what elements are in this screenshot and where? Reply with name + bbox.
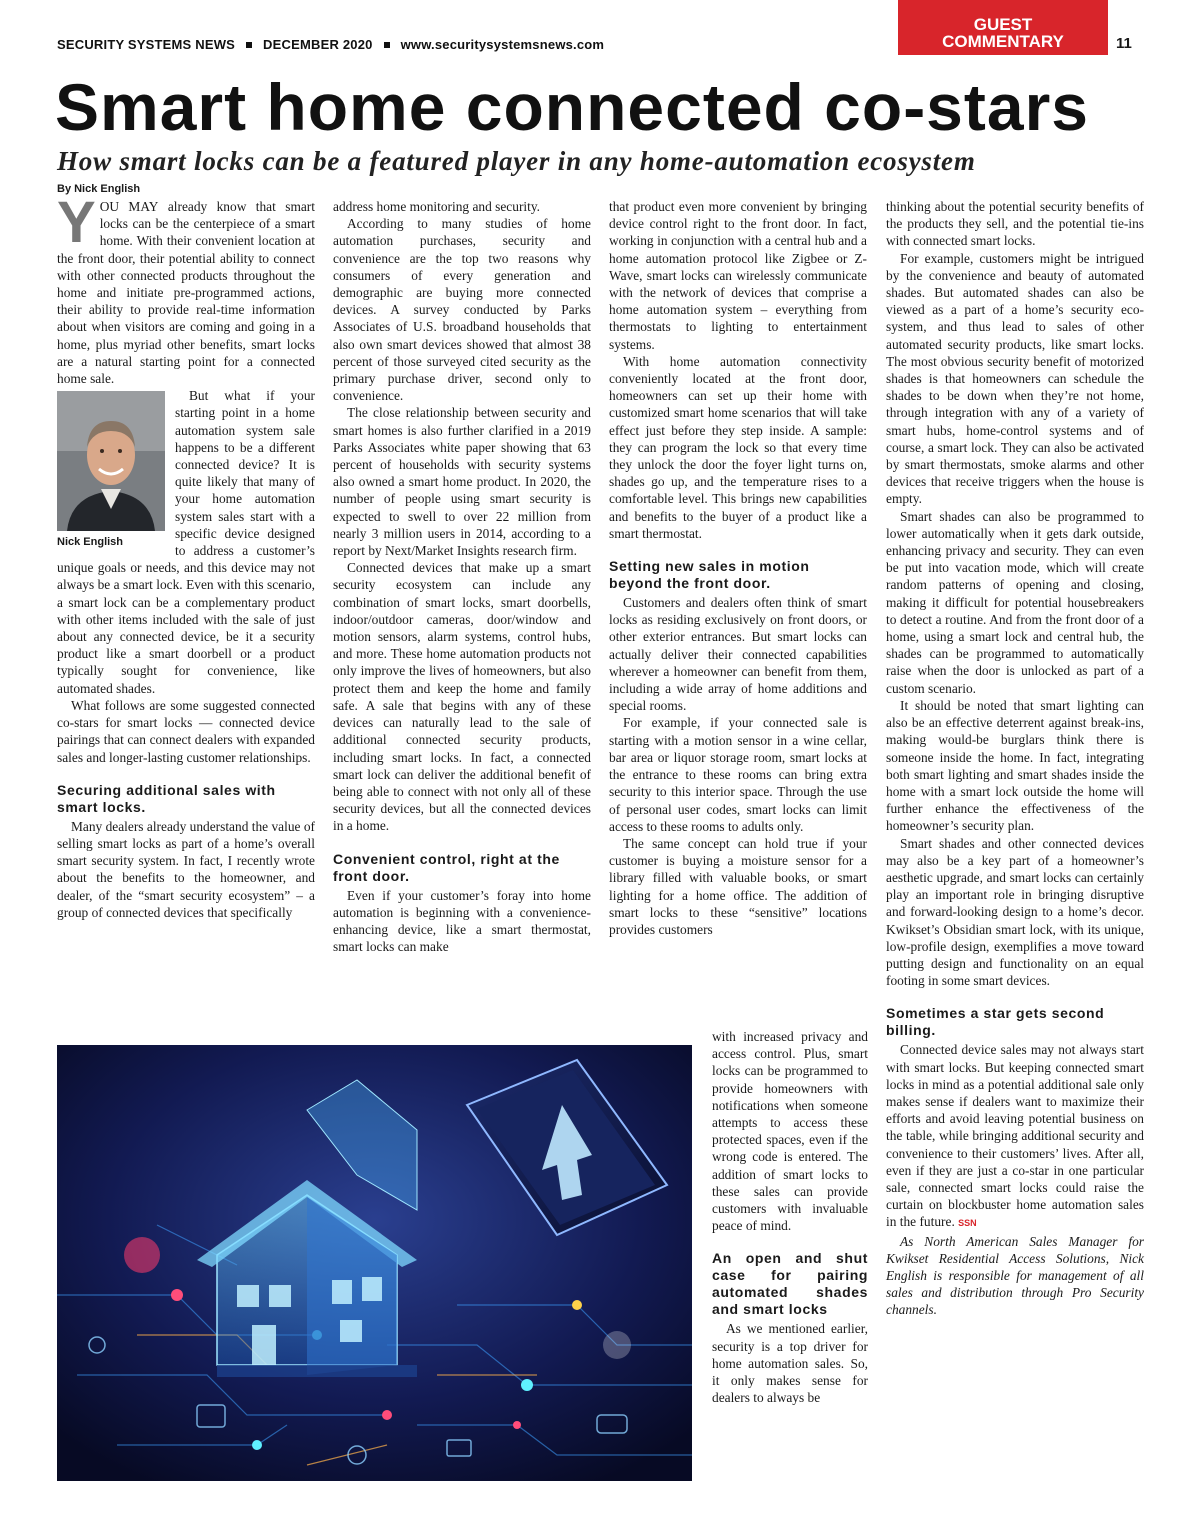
deck: How smart locks can be a featured player in any home-automation ecosystem (57, 146, 976, 176)
paragraph: According to many studies of home automation purchases, security and convenience are the top two reasons why consumers of every generation and demographic are buying more connected devices. A survey conducted by Parks Associates of U.S. broadband households that also own smart devices showed that almost 38 percent of those surveyed cited security as the primary purchase driver, second only to convenience. (333, 216, 591, 404)
separator-square-icon (246, 42, 252, 48)
subhead: An open and shut case for pairing automated shades and smart locks (712, 1250, 868, 1318)
byline: By Nick English (57, 183, 141, 195)
paragraph: with increased privacy and access control. Plus, smart locks can be programmed to provide homeowners with notifications when someone attempts to access these protected spaces, even if the wrong code is entered. The addition of smart locks to these sales can provide customers with invaluable peace of mind. (712, 1029, 868, 1234)
paragraph: What follows are some suggested connected co-stars for smart locks — connected device pairings that can connect dealers with expanded sales and longer-lasting customer relationships. (57, 697, 315, 765)
paragraph: But what if your starting point in a home automation system sale happens to be a different connected device? It is quite likely that many of your home automation system sales start with a specific device designed to address a customer’s unique goals or needs, and this device may not always be a smart lock. Even with this scenario, a smart lock can be a complementary product with other items included with the sale of just about any connected device, be it a security product like a smart doorbell or a product typically sought for convenience, like automated shades. (57, 388, 315, 696)
paragraph (886, 1041, 1144, 1232)
page-number: 11 (1116, 35, 1132, 52)
end-mark: SSN (958, 1218, 977, 1229)
article-column-3-continued (712, 1028, 868, 1406)
drop-cap: Y (57, 190, 96, 255)
subhead: Setting new sales in motion beyond the front door. (609, 558, 810, 592)
paragraph: For example, if your connected sale is starting with a motion sensor in a wine cellar, bar area or liquor storage room, smart locks at the entrance to these rooms can bring extra security to this interior space. Through the use of personal user codes, smart locks can limit access to these rooms to adults only. (609, 715, 867, 834)
subhead: Sometimes a star gets second billing. (886, 1005, 1105, 1039)
author-portrait-icon (57, 391, 165, 531)
paragraph: The close relationship between security and smart homes is also further clarified in a 2019 Parks Associates white paper showing that 63 percent of households with security systems also owned a smart home product. In 2020, the number of people using smart security is expected to swell to over 22 million from nearly 3 million users in 2014, according to a report by Next/Market Insights research firm. (333, 405, 591, 559)
website-url: www.securitysystemsnews.com (400, 37, 605, 52)
paragraph: Smart shades can also be programmed to lower automatically when it gets dark outside, enhancing privacy and security. They can even be put into vacation mode, which will create random patterns of opening and closing, making it difficult for potential housebreakers to detect a routine. And from the front door of a home, using a smart lock and central hub, the shades can be programmed to automatically raise when the door is unlocked as part of a custom scenario. (886, 508, 1144, 696)
author-bio: As North American Sales Manager for Kwikset Residential Access Solutions, Nick English is responsible for management of all sales and distribution through Pro Security channels. (886, 1233, 1144, 1318)
paragraph-text: already know that smart locks can be the centerpiece of a smart home. With their convenient location at the front door, their potential ability to connect with other connected products throughout the home and initiate pre-programmed actions, their ability to provide real-time information about when visitors are coming and going in a home, plus myriad other benefits, smart locks are a natural starting point for a connected home sale. (57, 199, 315, 387)
article-column-4 (886, 198, 1144, 1319)
paragraph: For example, customers might be intrigued by the convenience and beauty of automated shades. But automated shades can also be viewed as a part of a home’s security eco-system, and thus lead to sales of other automated security products, like smart locks. The most obvious security benefit of motorized shades is that homeowners can schedule the shades to be down when they’re not home, through integration with any of a variety of smart hubs, home-control systems and of course, a smart lock. They can also be activated by smart thermostats, smoke alarms and other devices that receive triggers when the house is empty. (886, 250, 1144, 507)
lead-in: OU MAY (99, 199, 159, 214)
article-column-2 (333, 198, 591, 955)
article-column-3 (609, 198, 867, 938)
photo-caption: Nick English (57, 536, 124, 549)
subhead: Convenient control, right at the front door. (333, 850, 560, 884)
paragraph: Smart shades and other connected devices may also be a key part of a homeowner’s aesthetic upgrade, and smart locks can certainly play an important role in bringing disruptive and forward-looking design to a home’s decor. Kwikset’s Obsidian smart lock, with its unique, low-profile design, exemplifies a move toward putting design and functionality on an equal footing in some smart devices. (886, 835, 1144, 989)
author-photo (57, 391, 165, 531)
paragraph: address home monitoring and security. (333, 199, 541, 214)
paragraph (57, 190, 315, 387)
author-photo-block (57, 391, 165, 551)
separator-square-icon (384, 42, 390, 48)
paragraph: Many dealers already understand the value of selling smart locks as part of a home’s overall smart security system. In fact, I recently wrote about the benefits to the homeowner, and dealer, of the “smart security ecosystem” – a group of connected devices that specifically (57, 818, 315, 920)
paragraph: It should be noted that smart lighting can also be an effective deterrent against break-ins, making would-be burglars think there is someone inside the home. In fact, integrating both smart lighting and smart shades inside the home with a smart lock outside the home will further enhance the effectiveness of the homeowner’s security plan. (886, 697, 1144, 834)
paragraph: With home automation connectivity conveniently located at the front door, homeowners can set up their home with customized smart home scenarios that will take effect just before they step inside. A sample: they can program the lock so that every time they unlock the door the foyer light turns on, shades go up, and the temperature rises to a comfortable level. This brings new capabilities and benefits to the buyer of a product like a smart thermostat. (609, 353, 867, 541)
masthead (57, 37, 604, 52)
paragraph: Connected devices that make up a smart security ecosystem can include any combination of smart locks, smart doorbells, indoor/outdoor cameras, door/window and motion sensors, alarm systems, control hubs, and more. These home automation products not only improve the lives of homeowners, but also protect them and keep the home and family safe. A sale that begins with any of these devices can naturally lead to the sale of additional connected security products, including smart locks. In fact, a connected smart lock can deliver the additional benefit of being able to connect with not only all of these security devices, but all the connected devices in a home. (333, 560, 591, 834)
connected-house-icon (57, 1045, 692, 1481)
paragraph: thinking about the potential security benefits of the products they sell, and the potential tie-ins with connected smart locks. (886, 199, 1144, 249)
paragraph: Customers and dealers often think of smart locks as residing exclusively on front doors, or other exterior entrances. But smart locks can actually deliver their connected capabilities wherever a homeowner can benefit from them, including a wide array of home additions and special rooms. (609, 595, 867, 714)
headline: Smart home connected co-stars (55, 70, 1089, 144)
paragraph: The same concept can hold true if your customer is buying a moisture sensor for a library filled with valuable books, or smart lighting for a home office. The addition of smart locks to these “sensitive” locations provides customers (609, 835, 867, 937)
paragraph: that product even more convenient by bringing device control right to the front door. In fact, working in conjunction with a central hub and a home automation protocol like Zigbee or Z-Wave, smart locks can wirelessly communicate with the network of devices that comprise a home automation system – everything from thermostats to lighting to entertainment systems. (609, 199, 867, 352)
paragraph: As we mentioned earlier, security is a top driver for home automation sales. So, it only makes sense for dealers to always be (712, 1321, 868, 1406)
section-tab-line2: COMMENTARY (942, 32, 1064, 51)
paragraph: Even if your customer’s foray into home automation is beginning with a convenience-enhancing device, like a smart thermostat, smart locks can make (333, 887, 591, 955)
issue-date: DECEMBER 2020 (263, 37, 373, 52)
publication-name: SECURITY SYSTEMS NEWS (57, 37, 236, 52)
section-tab-line1: GUEST (973, 15, 1033, 34)
section-tab (898, 0, 1108, 55)
smart-home-illustration (57, 1045, 692, 1481)
subhead: Securing additional sales with smart locks. (57, 781, 276, 815)
article-column-1 (57, 190, 315, 921)
paragraph-text: Connected device sales may not always start with smart locks. But keeping connected smart locks in mind as a potential additional sale only makes sense if dealers want to maximize their efforts and avoid leaving potential business on the table, while bringing additional security and convenience to their customers’ lives. After all, even if they are just a co-star in one particular sale, connected smart locks could raise the curtain on blockbuster home automation sales in the future. (886, 1042, 1144, 1230)
